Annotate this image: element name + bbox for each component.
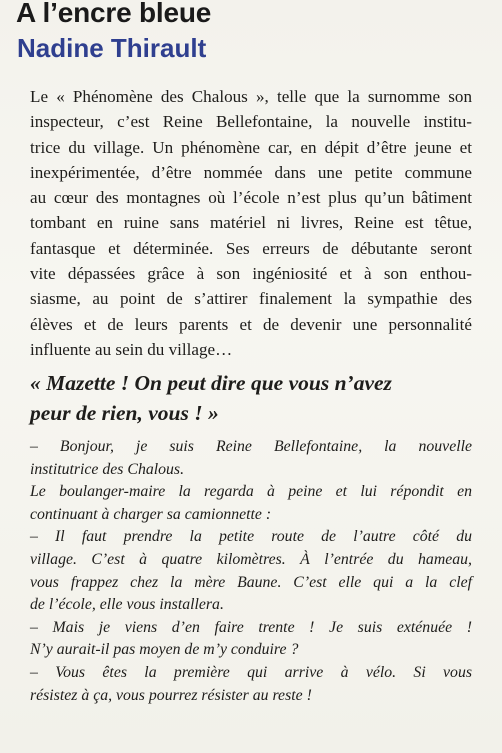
summary-line: trice du village. Un phénomène car, en dépit d’être jeune et bbox=[30, 137, 472, 157]
summary-line: influente au sein du village… bbox=[30, 339, 233, 359]
book-summary bbox=[30, 84, 472, 362]
dialogue-line: village. C’est à quatre kilomètres. À l’entrée du hameau, bbox=[30, 550, 472, 568]
summary-line: au cœur des montagnes où l’école n’est plus qu’un bâtiment bbox=[30, 188, 472, 208]
pull-quote bbox=[30, 369, 476, 428]
quote-line: peur de rien, vous ! » bbox=[30, 400, 219, 425]
dialogue-line: N’y aurait-il pas moyen de m’y conduire ? bbox=[30, 641, 299, 659]
summary-line: tombant en ruine sans matériel ni livres, Reine est têtue, bbox=[30, 213, 472, 233]
dialogue-line: vous frappez chez la mère Baune. C’est elle qui a la clef bbox=[30, 573, 472, 591]
dialogue-line: – Mais je viens d’en faire trente ! Je suis exténuée ! bbox=[30, 618, 472, 636]
summary-line: élèves et de leurs parents et de devenir une personnalité bbox=[30, 314, 472, 334]
summary-line: fantasque et déterminée. Ses erreurs de débutante seront bbox=[30, 238, 472, 258]
summary-line: vite dépassées grâce à son ingéniosité et à son enthou- bbox=[30, 264, 472, 284]
summary-line: inexpérimentée, d’être nommée dans une petite commune bbox=[30, 162, 472, 182]
dialogue-line: – Bonjour, je suis Reine Bellefontaine, la nouvelle bbox=[30, 438, 472, 455]
summary-line: Le « Phénomène des Chalous », telle que la surnomme son bbox=[30, 87, 472, 106]
dialogue-line: résistez à ça, vous pourrez résister au reste ! bbox=[30, 686, 312, 704]
dialogue-line: institutrice des Chalous. bbox=[30, 460, 185, 478]
dialogue-line: – Vous êtes la première qui arrive à vélo. Si vous bbox=[30, 663, 472, 681]
dialogue-line: de l’école, elle vous installera. bbox=[30, 596, 224, 614]
summary-line: siasme, au point de s’attirer finalement la sympathie des bbox=[30, 289, 472, 309]
summary-line: inspecteur, c’est Reine Bellefontaine, la nouvelle institu- bbox=[30, 112, 472, 132]
book-title: A l’encre bleue bbox=[16, 0, 212, 28]
book-author: Nadine Thirault bbox=[17, 33, 207, 63]
dialogue-line: – Il faut prendre la petite route de l’autre côté du bbox=[30, 528, 472, 546]
dialogue-line: continuant à charger sa camionnette : bbox=[30, 505, 272, 523]
dialogue-line: Le boulanger-maire la regarda à peine et lui répondit en bbox=[30, 483, 472, 501]
excerpt-dialogue bbox=[30, 436, 472, 707]
quote-line: « Mazette ! On peut dire que vous n’avez bbox=[30, 371, 392, 395]
